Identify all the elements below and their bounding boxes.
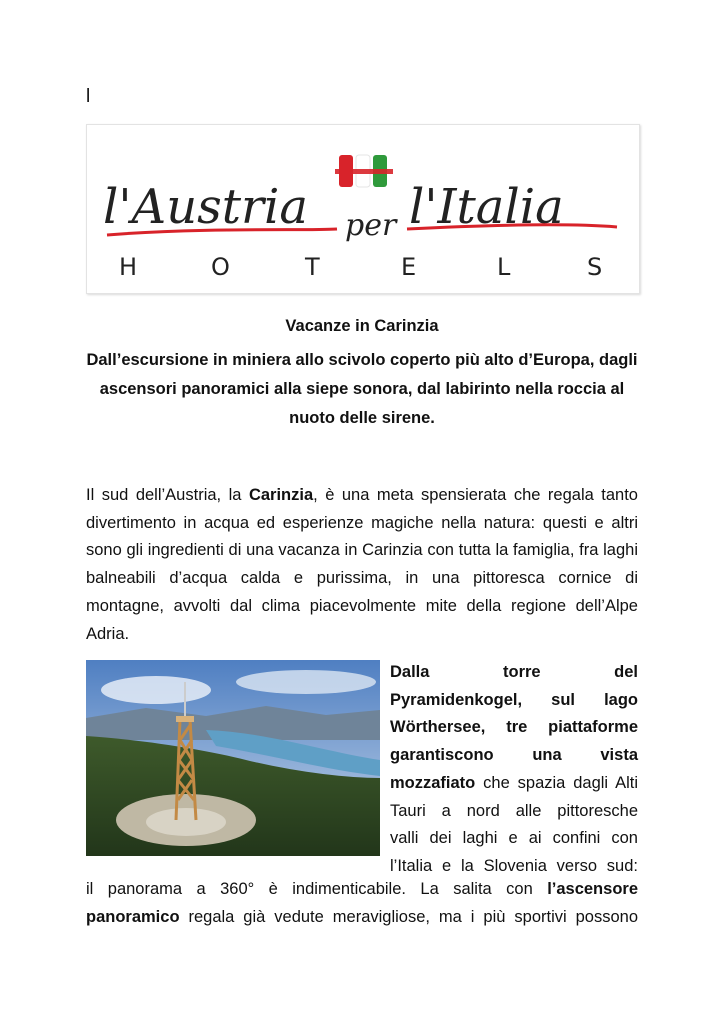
tower-paragraph: Dalla torre del Pyramidenkogel, sul lago Wörthersee, tre piattaforme garantiscono una vista mozzafiato che spazia dagli Alti Tauri a nord alle pittoresche valli dei laghi e ai confini con l’Italia e la Slovenia verso sud: bbox=[390, 663, 638, 875]
ascensore-bold: l’ascensore bbox=[547, 880, 638, 898]
tower-paragraph-cont: il panorama a 360° è indimenticabile. La salita con l’ascensore panoramico regala già vedute meravigliose, ma i più sportivi possono bbox=[86, 880, 638, 926]
page-title: Vacanze in Carinzia bbox=[285, 317, 439, 335]
logo-graphic bbox=[87, 125, 639, 293]
svg-text:T: T bbox=[305, 253, 320, 281]
svg-text:E: E bbox=[401, 253, 417, 281]
panoramico-bold: panoramico bbox=[86, 907, 180, 926]
intro-paragraph: Il sud dell’Austria, la Carinzia, è una meta spensierata che regala tanto divertimento in acqua ed esperienze magiche nella natura: questi e altri sono gli ingredienti di una vacanza in Carinzia con tutta la famiglia, fra laghi balneabili d’acqua calda e purissima, in una pittoresca cornice di montagne, avvolti dal clima piacevolmente mite della regione dell’Alpe Adria. bbox=[86, 486, 638, 643]
carinzia-bold: Carinzia bbox=[248, 486, 314, 504]
hotel-logo bbox=[86, 124, 640, 294]
mozzafiato-bold: mozzafiato bbox=[390, 773, 476, 792]
pyramidenkogel-photo bbox=[86, 660, 380, 856]
page-subtitle: Dall’escursione in miniera allo scivolo coperto più alto d’Europa, dagli ascensori panoramici alla siepe sonora, dal labirinto nella roccia al nuoto delle sirene. bbox=[86, 351, 638, 427]
svg-text:O: O bbox=[211, 253, 230, 281]
svg-text:L: L bbox=[497, 253, 511, 281]
logo-brand-left: l'Austria bbox=[103, 179, 308, 235]
stray-character: l bbox=[86, 86, 91, 107]
logo-brand-mid: per bbox=[345, 208, 397, 243]
svg-text:H: H bbox=[119, 253, 138, 281]
logo-hotels-letters bbox=[119, 253, 602, 281]
flag-icon bbox=[335, 155, 393, 187]
svg-text:S: S bbox=[587, 253, 603, 281]
logo-brand-right: l'Italia bbox=[409, 179, 564, 235]
